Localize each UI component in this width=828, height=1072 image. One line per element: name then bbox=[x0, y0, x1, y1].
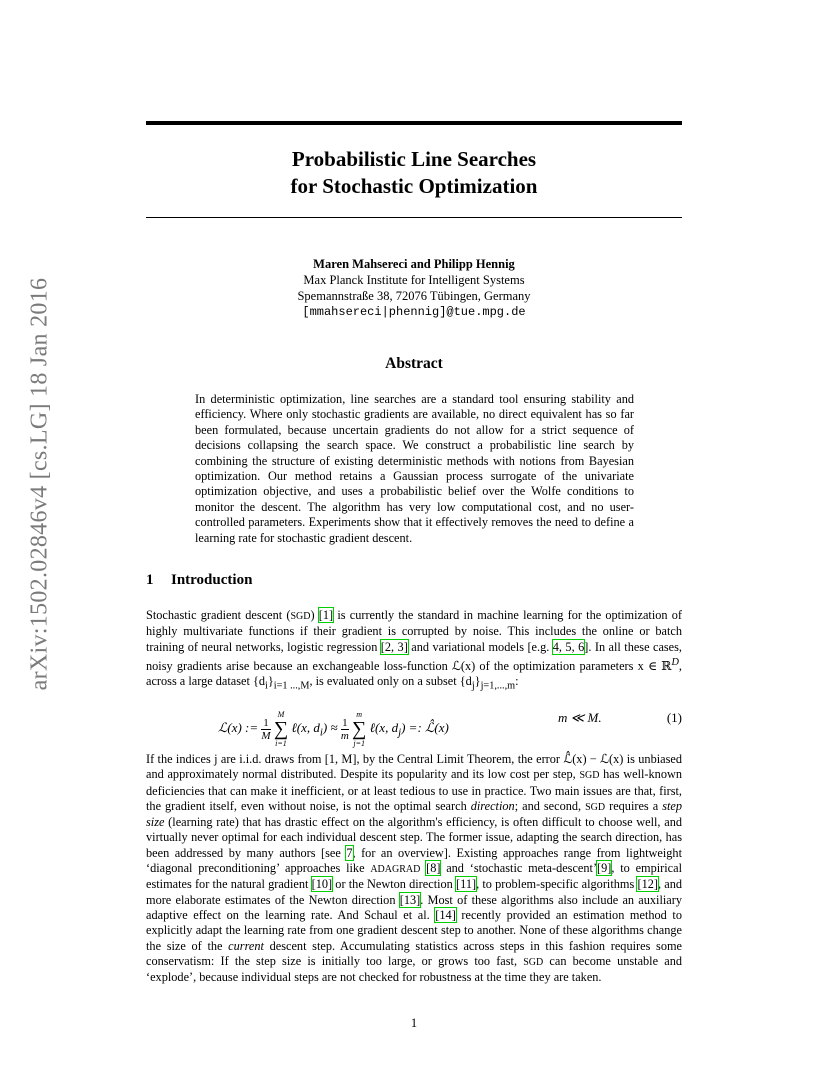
title-top-rule bbox=[146, 121, 682, 125]
fraction bbox=[261, 717, 270, 742]
text-span: Stochastic gradient descent ( bbox=[146, 608, 291, 622]
text-span: ; and second, bbox=[514, 798, 586, 813]
text-span: , to empirical estimates for the natural gradient bbox=[146, 861, 682, 892]
title-bottom-rule bbox=[146, 217, 682, 218]
text-span: , for an overview]. Existing approaches range from lightweight ‘diagonal preconditioning’ approaches like bbox=[146, 845, 682, 876]
text-span: , and more elaborate estimates of the Newton direction bbox=[146, 877, 683, 907]
eq-term: ℓ(x, d bbox=[369, 719, 399, 735]
eq-sub: j bbox=[398, 726, 402, 739]
summation bbox=[352, 710, 366, 748]
sum-bottom: j=1 bbox=[353, 739, 365, 748]
sgd-smallcaps: SGD bbox=[579, 770, 600, 782]
subscript: i=1 ...,M bbox=[273, 680, 310, 692]
intro-paragraph-2 bbox=[146, 752, 682, 985]
text-span: ]. In all these cases, noisy gradients arise because an exchangeable loss-function ℒ(x) of the optimization parameters x ∈ ℝ bbox=[146, 639, 683, 673]
citation-link[interactable]: [8] bbox=[426, 861, 441, 876]
title-line-2: for Stochastic Optimization bbox=[290, 174, 538, 198]
fraction bbox=[341, 717, 349, 742]
text-span: has well-known deficiencies that can make it inefficient, or at least tedious to use in practice. Two main issues are that, first, the gradient itself, even without noise, is not the optimal search bbox=[146, 767, 683, 813]
citation-link[interactable]: [11] bbox=[456, 877, 477, 892]
equation-1 bbox=[146, 698, 682, 748]
emphasis: step size bbox=[146, 798, 682, 830]
section-heading bbox=[146, 572, 252, 589]
frac-num: 1 bbox=[342, 716, 348, 729]
citation-link[interactable]: [14] bbox=[435, 907, 456, 922]
text-span: (learning rate) that has drastic effect on the algorithm's efficiency, is often difficult to choose well, and virtually never optimal for each individual descent step. The former issue, adapting the search direction, has been addressed by many authors [see bbox=[146, 815, 682, 860]
page-number: 1 bbox=[410, 1016, 418, 1030]
subscript: i bbox=[265, 680, 268, 692]
text-span: and variational models [e.g. bbox=[407, 639, 553, 654]
frac-den: M bbox=[261, 729, 271, 742]
text-span: , across a large dataset {d bbox=[146, 658, 682, 689]
citation-link[interactable]: [1] bbox=[318, 608, 334, 622]
equation-number: (1) bbox=[666, 710, 682, 725]
adagrad-smallcaps: ADAGRAD bbox=[370, 864, 421, 876]
text-span: , is evaluated only on a subset {d bbox=[309, 674, 472, 689]
citation-link[interactable]: 4, 5, 6 bbox=[552, 639, 585, 654]
text-span: ) bbox=[310, 608, 319, 622]
equation-condition: m ≪ M. bbox=[558, 710, 602, 725]
section-title: Introduction bbox=[171, 572, 253, 588]
text-span: is currently the standard in machine learning for the optimization of highly multivariate functions if their gradient is corrupted by noise. This includes the online or batch training of neural networks, logistic regression bbox=[146, 608, 682, 654]
subscript: j=1,...,m bbox=[480, 680, 516, 692]
text-span: and ‘stochastic meta-descent’ bbox=[440, 861, 598, 876]
citation-link[interactable]: [9] bbox=[597, 861, 612, 876]
frac-num: 1 bbox=[263, 716, 269, 729]
sgd-smallcaps: SGD bbox=[290, 611, 311, 622]
title-line-1: Probabilistic Line Searches bbox=[291, 147, 537, 171]
superscript: D bbox=[671, 656, 679, 668]
section-number: 1 bbox=[146, 572, 154, 588]
arxiv-identifier: arXiv:1502.02846v4 [cs.LG] 18 Jan 2016 bbox=[26, 277, 53, 691]
text-span: descent step. Accumulating statistics across steps in this fashion requires some conservatism: If the step size is initially too large, or grows too fast, bbox=[146, 938, 682, 968]
eq-sub: i bbox=[319, 726, 323, 739]
sum-top: M bbox=[277, 710, 285, 719]
text-span: If the indices j are i.i.d. draws from [1, M], by the Central Limit Theorem, the error ℒ̂(x) − ℒ(x) is unbiased and approximately normal distributed. Despite its popularity and its low cost per step, bbox=[146, 752, 682, 782]
author-institution: Max Planck Institute for Intelligent Systems bbox=[303, 273, 525, 287]
sigma-symbol: ∑ bbox=[352, 718, 367, 740]
text-span: } bbox=[267, 674, 274, 689]
text-span: or the Newton direction bbox=[332, 877, 457, 892]
citation-link[interactable]: 7 bbox=[346, 845, 353, 860]
citation-link[interactable]: [10] bbox=[311, 877, 333, 892]
intro-paragraph-1 bbox=[146, 608, 682, 694]
emphasis: direction bbox=[470, 798, 515, 813]
eq-term: ) ≈ bbox=[322, 719, 338, 735]
sgd-smallcaps: SGD bbox=[523, 956, 544, 968]
paper-title bbox=[146, 146, 682, 200]
abstract-heading: Abstract bbox=[385, 355, 443, 372]
author-block bbox=[146, 256, 682, 320]
text-span: can become unstable and ‘explode’, because individual steps are not checked for robustness at the time they are taken. bbox=[146, 953, 682, 985]
emphasis: current bbox=[228, 938, 264, 953]
author-email[interactable]: [mmahsereci|phennig]@tue.mpg.de bbox=[302, 305, 526, 319]
eq-term: ) =: ℒ̂(x) bbox=[401, 719, 449, 735]
citation-link[interactable]: [12] bbox=[637, 877, 658, 892]
sgd-smallcaps: SGD bbox=[585, 801, 606, 813]
equation-body bbox=[218, 710, 449, 748]
eq-lhs: ℒ(x) := bbox=[218, 719, 259, 735]
text-span: requires a bbox=[605, 798, 663, 813]
summation bbox=[274, 710, 288, 748]
author-names: Maren Mahsereci and Philipp Hennig bbox=[313, 257, 515, 271]
abstract-text: In deterministic optimization, line searches are a standard tool ensuring stability and efficiency. Where only stochastic gradients are available, no direct equivalent has so far been formulated, because uncertain gradients do not allow for a strict sequence of decisions collapsing the search space. We construct a probabilistic line search by combining the structure of existing deterministic methods with notions from Bayesian optimization. Our method retains a Gaussian process surrogate of the univariate optimization objective, and uses a probabilistic belief over the Wolfe conditions to monitor the descent. The algorithm has very low computational cost, and no user-controlled parameters. Experiments show that it effectively removes the need to define a learning rate for stochastic gradient descent. bbox=[195, 392, 634, 545]
sigma-symbol: ∑ bbox=[273, 718, 289, 740]
citation-link[interactable]: [13] bbox=[399, 892, 421, 907]
author-address: Spemannstraße 38, 72076 Tübingen, Germany bbox=[297, 289, 531, 303]
eq-term: ℓ(x, d bbox=[291, 719, 320, 735]
text-span: recently provided an estimation method to explicitly adapt the learning rate from one gradient descent step to another. None of these algorithms change the size of the bbox=[146, 907, 682, 953]
citation-link[interactable]: [2, 3] bbox=[380, 639, 408, 654]
subscript: j bbox=[471, 680, 475, 692]
text-span: : bbox=[515, 674, 519, 689]
text-span: . Most of these algorithms also include an auxiliary adaptive effect on the learning rate. And Schaul et al. bbox=[146, 892, 683, 922]
sum-bottom: i=1 bbox=[275, 739, 287, 748]
frac-den: m bbox=[340, 729, 349, 742]
text-span: , to problem-specific algorithms bbox=[476, 877, 638, 892]
sum-top: m bbox=[356, 710, 363, 719]
text-span: } bbox=[474, 674, 481, 689]
